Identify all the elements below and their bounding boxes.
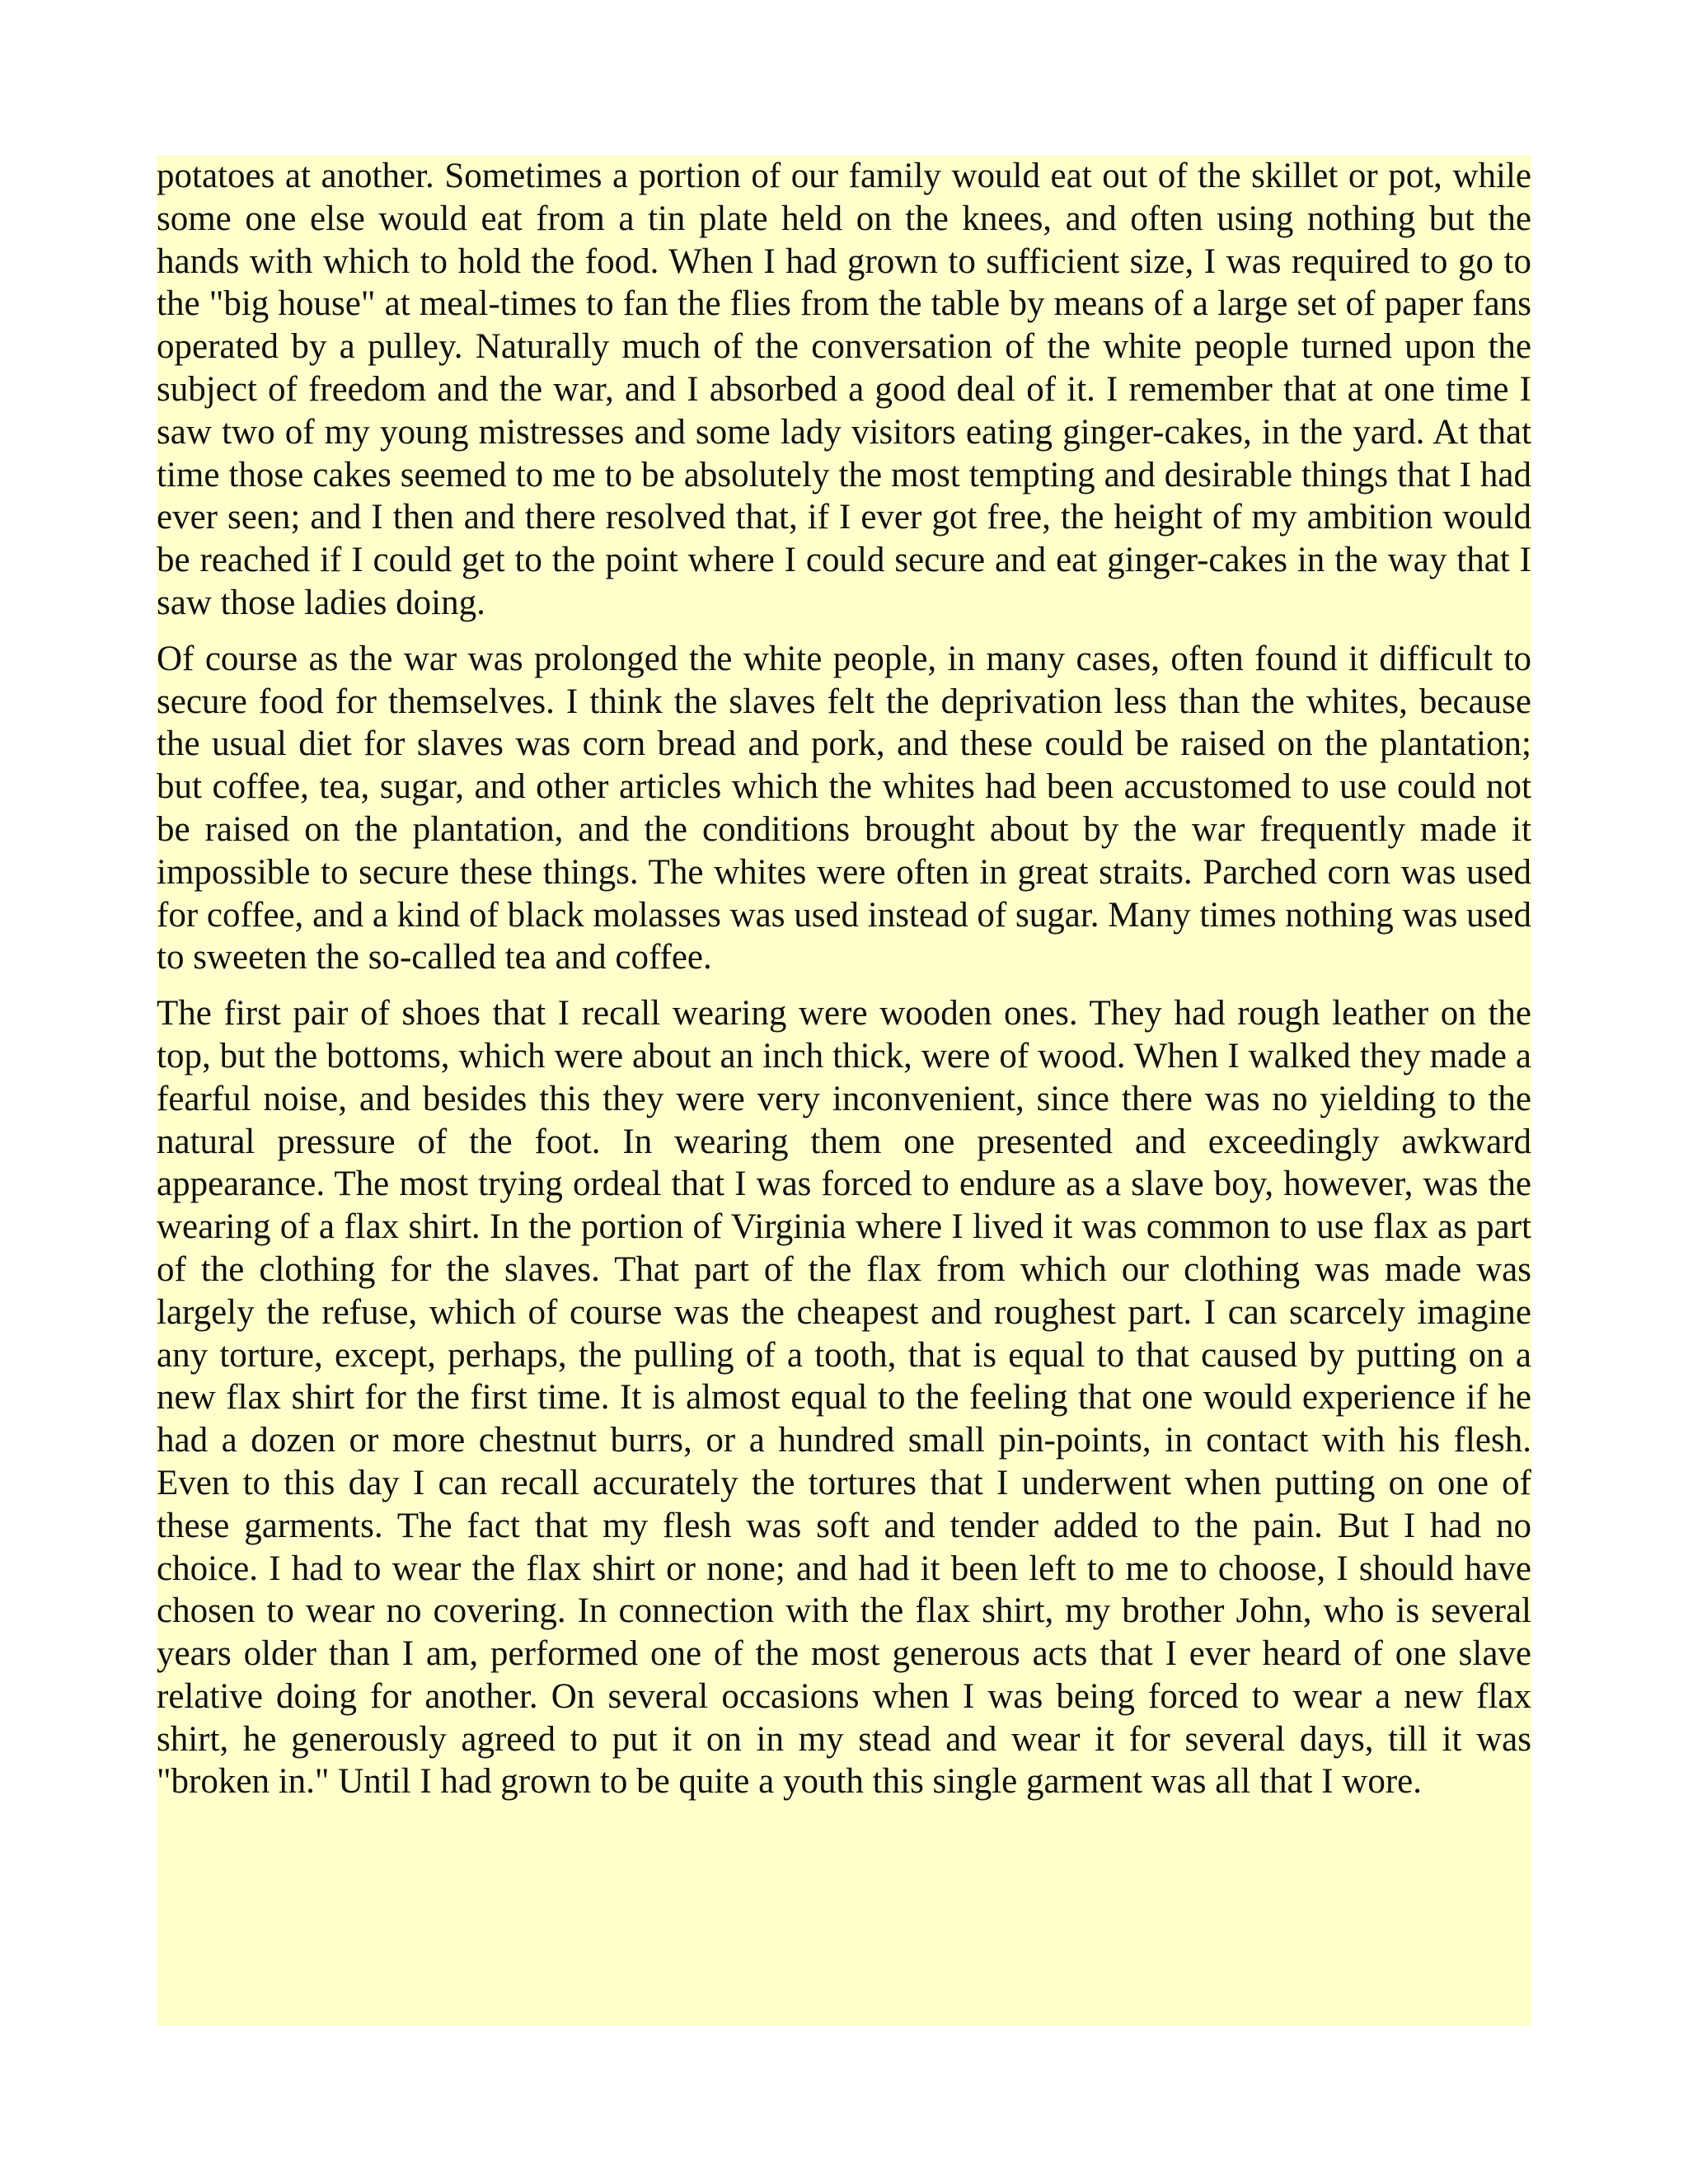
- paragraph-2: Of course as the war was prolonged the white people, in many cases, often found it difficult to secure food for themselves. I think the slaves felt the deprivation less than the whites, because the usual diet for slaves was corn bread and pork, and these could be raised on the plantation; but coffee, tea, sugar, and other articles which the whites had been accustomed to use could not be raised on the plantation, and the conditions brought about by the war frequently made it impossible to secure these things. The whites were often in great straits. Parched corn was used for coffee, and a kind of black molasses was used instead of sugar. Many times nothing was used to sweeten the so-called tea and coffee.: [157, 639, 1531, 977]
- document-text: [157, 155, 1531, 1803]
- highlighted-text-block: [157, 155, 1531, 2026]
- paragraph-1: potatoes at another. Sometimes a portion of our family would eat out of the skillet or pot, while some one else would eat from a tin plate held on the knees, and often using nothing but the hands with which to hold the food. When I had grown to sufficient size, I was required to go to the "big house" at meal-times to fan the flies from the table by means of a large set of paper fans operated by a pulley. Naturally much of the conversation of the white people turned upon the subject of freedom and the war, and I absorbed a good deal of it. I remember that at one time I saw two of my young mistresses and some lady visitors eating ginger-cakes, in the yard. At that time those cakes seemed to me to be absolutely the most tempting and desirable things that I had ever seen; and I then and there resolved that, if I ever got free, the height of my ambition would be reached if I could get to the point where I could secure and eat ginger-cakes in the way that I saw those ladies doing.: [157, 157, 1531, 622]
- paragraph-3: The first pair of shoes that I recall wearing were wooden ones. They had rough leather on the top, but the bottoms, which were about an inch thick, were of wood. When I walked they made a fearful noise, and besides this they were very inconvenient, since there was no yielding to the natural pressure of the foot. In wearing them one presented and exceedingly awkward appearance. The most trying ordeal that I was forced to endure as a slave boy, however, was the wearing of a flax shirt. In the portion of Virginia where I lived it was common to use flax as part of the clothing for the slaves. That part of the flax from which our clothing was made was largely the refuse, which of course was the cheapest and roughest part. I can scarcely imagine any torture, except, perhaps, the pulling of a tooth, that is equal to that caused by putting on a new flax shirt for the first time. It is almost equal to the feeling that one would experience if he had a dozen or more chestnut burrs, or a hundred small pin-points, in contact with his flesh. Even to this day I can recall accurately the tortures that I underwent when putting on one of these garments. The fact that my flesh was soft and tender added to the pain. But I had no choice. I had to wear the flax shirt or none; and had it been left to me to choose, I should have chosen to wear no covering. In connection with the flax shirt, my brother John, who is several years older than I am, performed one of the most generous acts that I ever heard of one slave relative doing for another. On several occasions when I was being forced to wear a new flax shirt, he generously agreed to put it on in my stead and wear it for several days, till it was "broken in." Until I had grown to be quite a youth this single garment was all that I wore.: [157, 994, 1531, 1802]
